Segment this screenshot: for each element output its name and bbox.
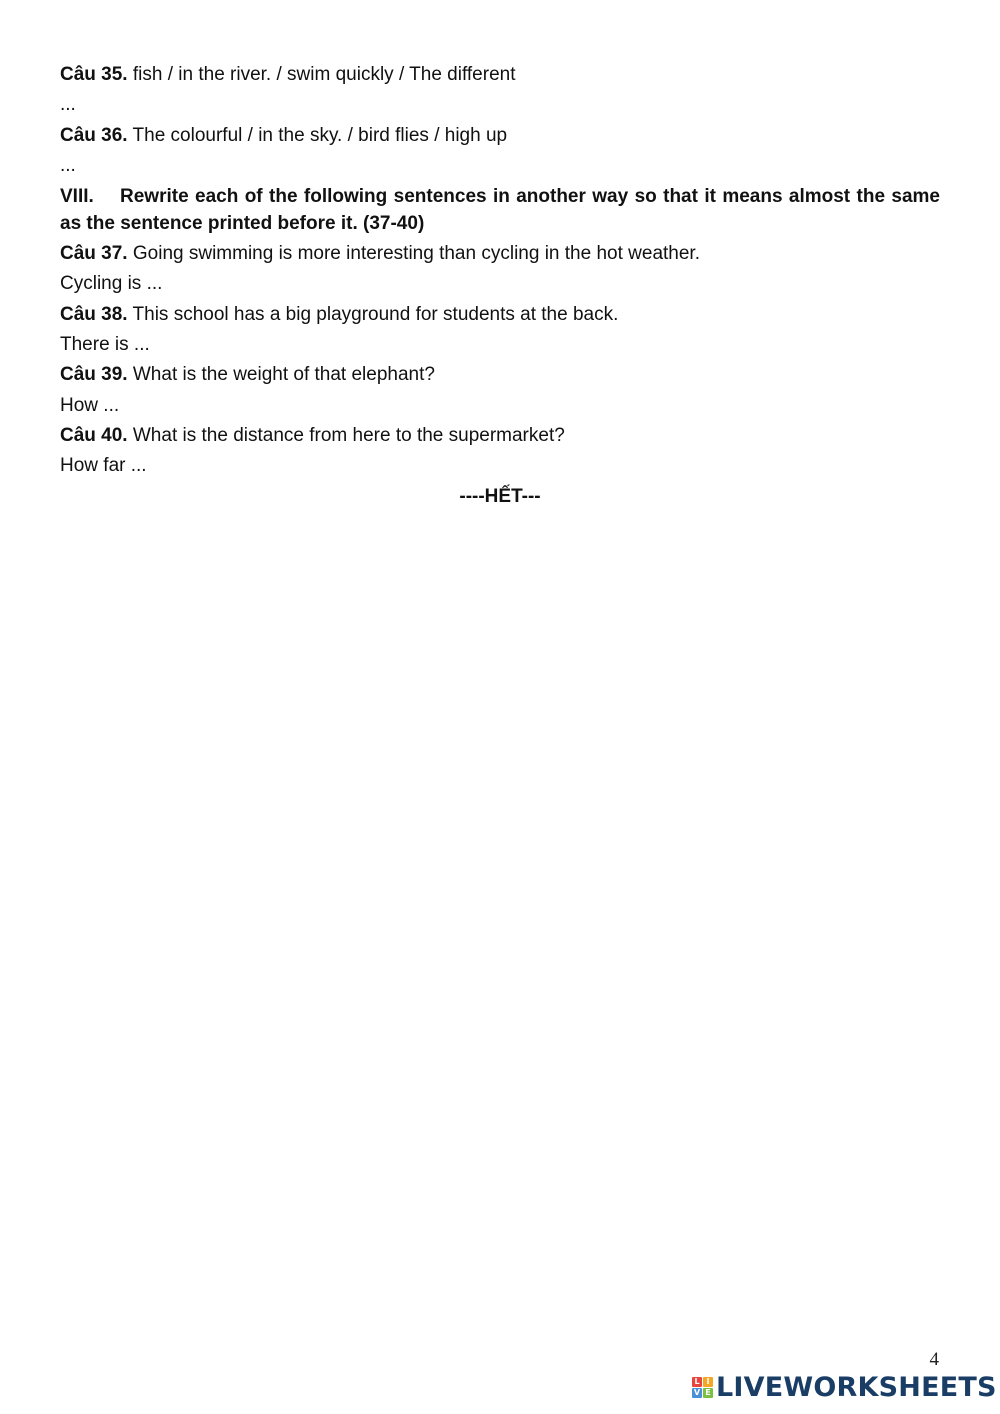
question-number: Câu 40. [60,424,128,446]
section-instruction: Rewrite each of the following sentences in another way so that it means almost the same as the sentence printed before it. (37-40) [60,186,940,235]
question-text: What is the weight of that elephant? [127,364,435,386]
question-36 [60,121,940,151]
answer-line-37[interactable]: Cycling is ... [60,273,163,295]
question-38 [60,300,940,330]
section-number: VIII. [60,186,94,208]
question-text: Going swimming is more interesting than cycling in the hot weather. [127,243,700,265]
logo-letter-l: L [692,1377,702,1387]
question-35 [60,60,940,90]
question-number: Câu 35. [60,64,128,85]
logo-icon [692,1377,713,1398]
logo-letter-v: V [693,1388,701,1397]
logo-wordmark: LIVEWORKSHEETS [716,1372,997,1403]
end-of-test-mark: ----HẾT--- [459,485,541,507]
question-text: This school has a big playground for students at the back. [127,303,619,325]
page-number: 4 [929,1349,939,1370]
answer-line-40[interactable]: How far ... [60,455,147,477]
question-37 [60,239,940,269]
answer-line-39[interactable]: How ... [60,394,120,416]
section-heading-viii [60,181,940,239]
worksheet-content [60,60,940,512]
logo-letter-i: I [703,1377,713,1387]
logo-letter-e: E [703,1388,713,1398]
question-40 [60,421,940,451]
question-text: What is the distance from here to the supermarket? [127,424,565,446]
question-39 [60,360,940,390]
answer-line-36[interactable]: ... [60,154,76,176]
question-number: Câu 36. [60,124,128,146]
question-number: Câu 37. [60,243,128,265]
question-text: fish / in the river. / swim quickly / The different [127,64,516,85]
question-number: Câu 39. [60,364,128,386]
answer-line-38[interactable]: There is ... [60,334,150,356]
question-number: Câu 38. [60,303,128,325]
answer-line-35[interactable]: ... [60,94,76,116]
liveworksheets-logo [692,1372,997,1403]
question-text: The colourful / in the sky. / bird flies / high up [127,124,508,146]
